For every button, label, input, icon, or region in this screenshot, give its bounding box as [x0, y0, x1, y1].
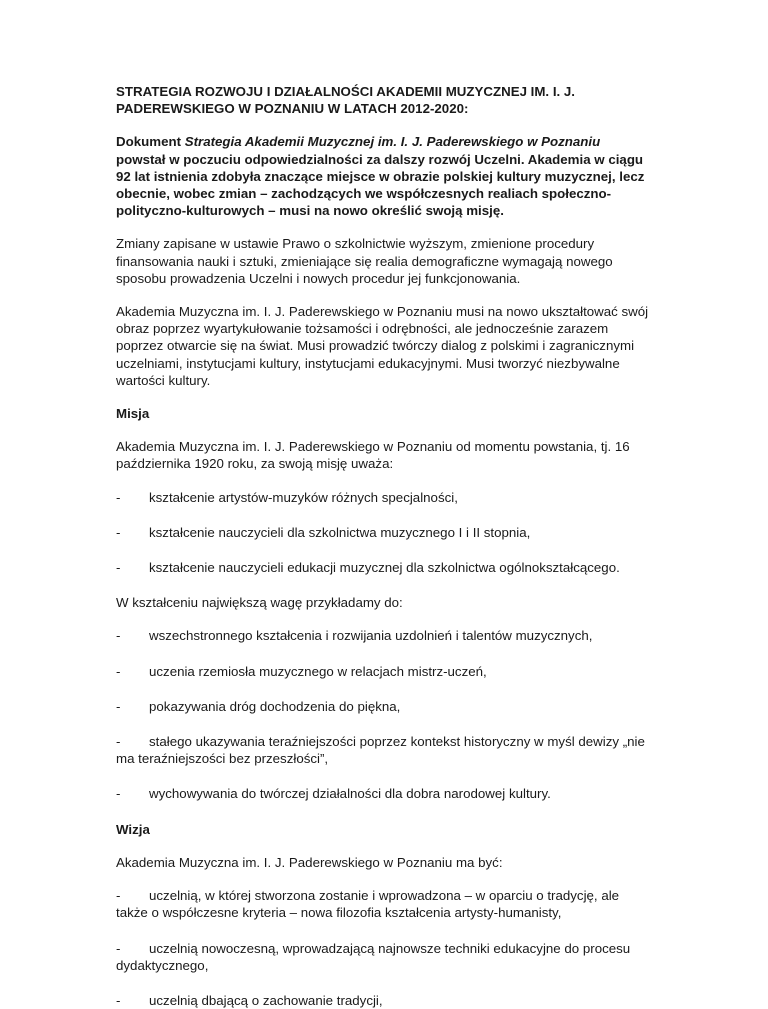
- list-dash: -: [116, 560, 121, 576]
- priority-list-item: [116, 627, 652, 644]
- list-dash: -: [116, 786, 121, 802]
- list-dash: -: [116, 524, 121, 540]
- list-item-text: wszechstronnego kształcenia i rozwijania uzdolnień i talentów muzycznych,: [149, 628, 593, 644]
- list-item-text: kształcenie artystów-muzyków różnych specjalności,: [149, 489, 458, 505]
- list-dash: -: [116, 628, 121, 644]
- wizja-intro: Akademia Muzyczna im. I. J. Paderewskiego w Poznaniu ma być:: [116, 854, 503, 870]
- misja-list-item: [116, 489, 652, 506]
- list-item-text: kształcenie nauczycieli edukacji muzycznej dla szkolnictwa ogólnokształcącego.: [149, 560, 620, 576]
- misja-intro: Akademia Muzyczna im. I. J. Paderewskiego w Poznaniu od momentu powstania, tj. 16 października 1920 roku, za swoją misję uważa:: [116, 439, 630, 472]
- document-title: STRATEGIA ROZWOJU I DZIAŁALNOŚCI AKADEMII MUZYCZNEJ IM. I. J. PADEREWSKIEGO W POZNANIU W LATACH 2012-2020:: [116, 84, 575, 117]
- wizja-list-item: [116, 992, 652, 1009]
- priority-list-item: [116, 698, 652, 715]
- paragraph-identity: Akademia Muzyczna im. I. J. Paderewskiego w Poznaniu musi na nowo ukształtować swój obraz poprzez wyartykułowanie tożsamości i odrębności, ale jednocześnie zarazem poprzez otwarcie się na świat. Musi prowadzić twórczy dialog z polskimi i zagranicznymi uczelniami, instytucjami kultury, instytucjami edukacyjnymi. Musi tworzyć niezbywalne wartości kultury.: [116, 304, 649, 388]
- priority-list-item: [116, 663, 652, 680]
- list-dash: -: [116, 698, 121, 714]
- priority-list-item: [116, 785, 652, 802]
- list-item-text: uczelnią nowoczesną, wprowadzającą najnowsze techniki edukacyjne do procesu dydaktycznego,: [116, 940, 631, 973]
- list-item-text: wychowywania do twórczej działalności dla dobra narodowej kultury.: [149, 786, 551, 802]
- wizja-list-item: [116, 887, 652, 921]
- misja-list-item: [116, 524, 652, 541]
- intro-prefix: Dokument: [116, 134, 185, 150]
- list-dash: -: [116, 489, 121, 505]
- list-item-text: uczelnią dbającą o zachowanie tradycji,: [149, 992, 383, 1008]
- list-item-text: uczenia rzemiosła muzycznego w relacjach mistrz-uczeń,: [149, 663, 487, 679]
- misja-list-item: [116, 559, 652, 576]
- intro-paragraph: [116, 133, 652, 219]
- list-item-text: stałego ukazywania teraźniejszości poprzez kontekst historyczny w myśl dewizy „nie ma teraźniejszości bez przeszłości”,: [116, 734, 645, 767]
- list-item-text: pokazywania dróg dochodzenia do piękna,: [149, 698, 401, 714]
- section-heading-misja: Misja: [116, 406, 150, 422]
- document-name: Strategia Akademii Muzycznej im. I. J. Paderewskiego w Poznaniu: [184, 134, 601, 150]
- list-dash: -: [116, 940, 121, 956]
- list-dash: -: [116, 734, 121, 750]
- priorities-intro: W kształceniu największą wagę przykładamy do:: [116, 595, 403, 611]
- intro-rest: powstał w poczuciu odpowiedzialności za dalszy rozwój Uczelni. Akademia w ciągu 92 lat istnienia zdobyła znaczące miejsce w obrazie polskiej kultury muzycznej, lecz obecnie, wobec zmian – zachodzących we współczesnych realiach społeczno-polityczno-kulturowych – musi na nowo określić swoją misję.: [116, 151, 645, 219]
- list-dash: -: [116, 663, 121, 679]
- list-dash: -: [116, 992, 121, 1008]
- list-dash: -: [116, 888, 121, 904]
- paragraph-legal-changes: Zmiany zapisane w ustawie Prawo o szkolnictwie wyższym, zmienione procedury finansowania nauki i sztuki, zmieniające się realia demograficzne wymagają nowego sposobu prowadzenia Uczelni i nowych procedur jej funkcjonowania.: [116, 236, 613, 286]
- list-item-text: uczelnią, w której stworzona zostanie i wprowadzona – w oparciu o tradycję, ale także o współczesne kryteria – nowa filozofia kształcenia artysty-humanisty,: [116, 888, 620, 921]
- wizja-list-item: [116, 940, 652, 974]
- section-heading-wizja: Wizja: [116, 821, 150, 837]
- list-item-text: kształcenie nauczycieli dla szkolnictwa muzycznego I i II stopnia,: [149, 524, 531, 540]
- priority-list-item: [116, 733, 652, 767]
